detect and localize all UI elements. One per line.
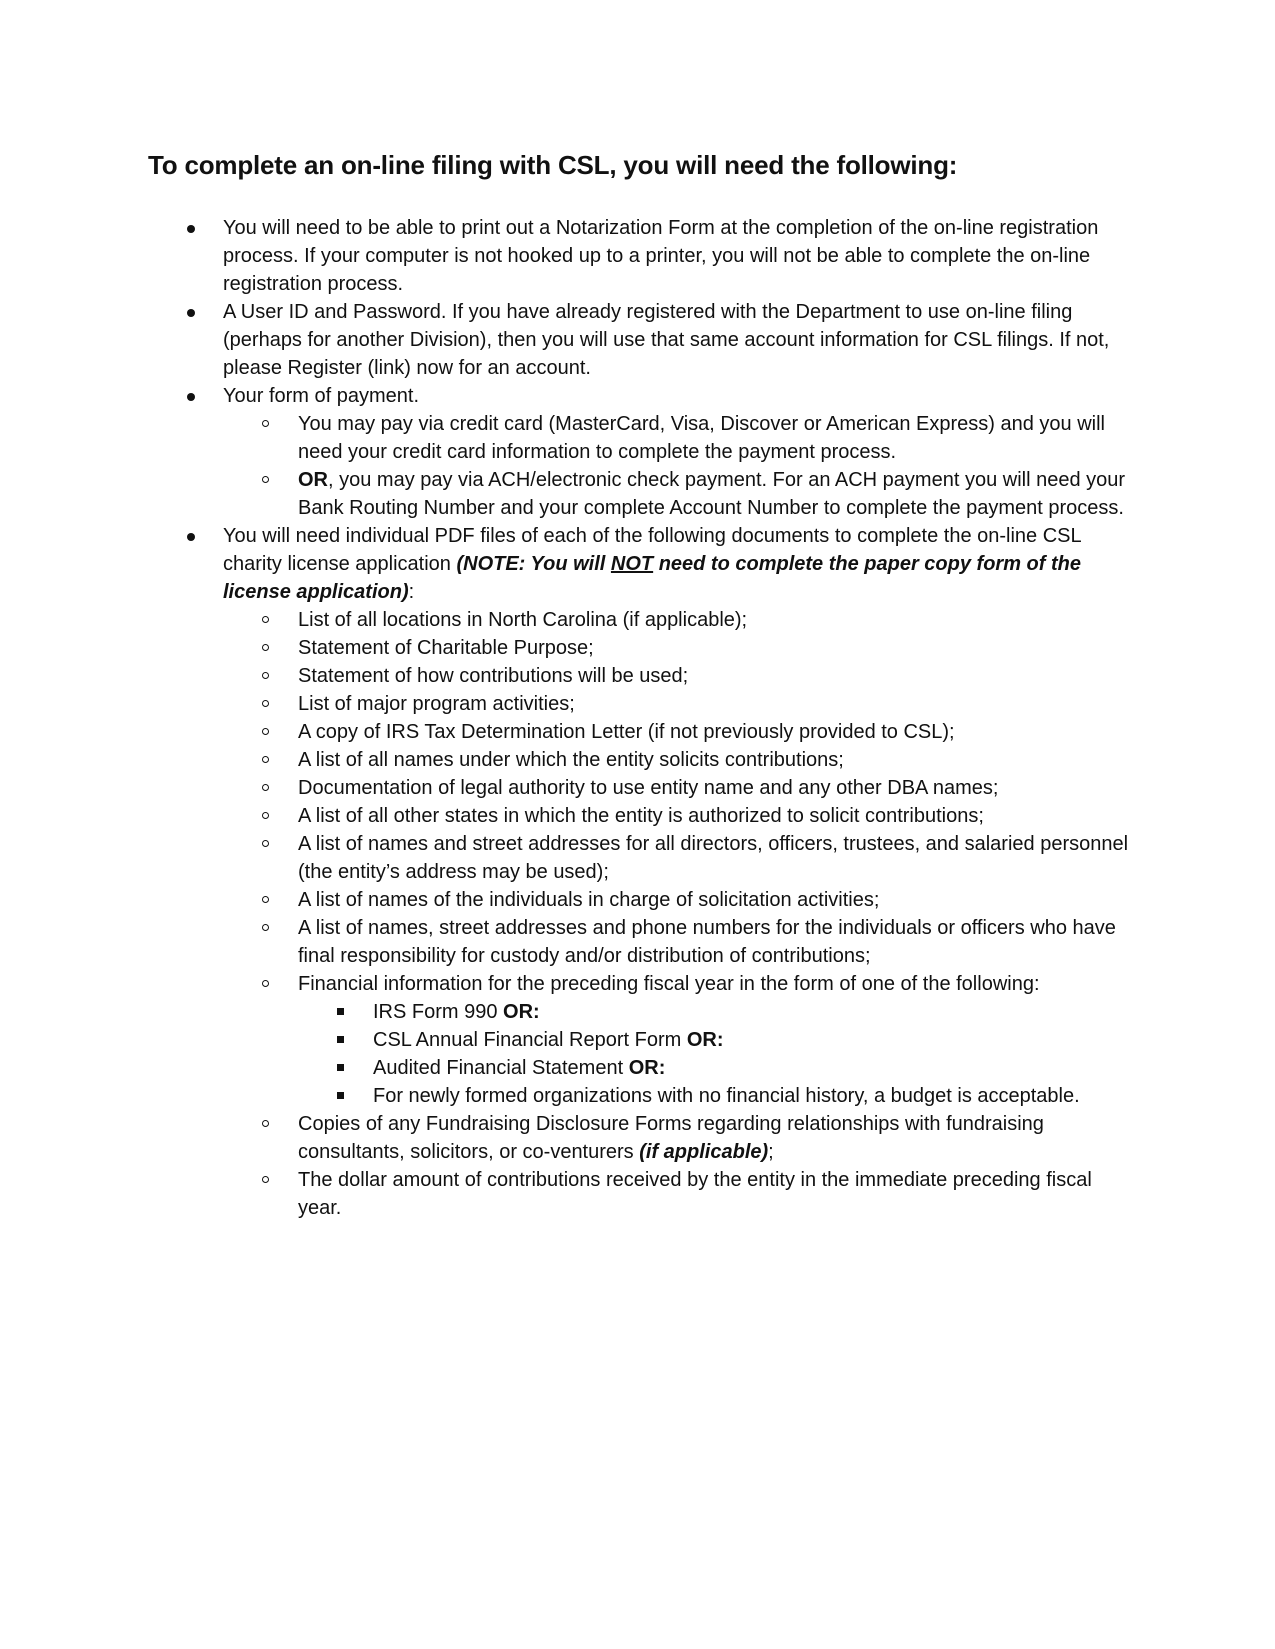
financial-option-text: CSL Annual Financial Report Form — [373, 1029, 687, 1051]
list-item-text: You may pay via credit card (MasterCard, Visa, Discover or American Express) and you will need your credit card information to complete the payment process. — [298, 413, 1105, 463]
financial-option — [298, 1026, 1138, 1054]
colon: : — [408, 581, 415, 603]
financial-option-text: For newly formed organizations with no financial history, a budget is acceptable. — [373, 1085, 1080, 1107]
document-item-dollar — [223, 1166, 1138, 1222]
note-not-emphasis: NOT — [610, 553, 654, 575]
document-item — [223, 718, 1138, 746]
list-item-text: You will need to be able to print out a Notarization Form at the completion of the on-line registration process. If your computer is not hooked up to a printer, you will not be able to complete the on-line registration process. — [223, 217, 1099, 295]
circle-bullet-icon — [262, 1176, 269, 1183]
square-bullet-icon — [337, 1092, 344, 1099]
document-item — [223, 662, 1138, 690]
circle-bullet-icon — [262, 672, 269, 679]
payment-option-ach — [223, 466, 1138, 522]
or-emphasis: OR: — [503, 1001, 540, 1023]
list-item-userid — [148, 298, 1138, 382]
document-item — [223, 886, 1138, 914]
bullet-icon — [187, 393, 195, 401]
financial-option — [298, 1054, 1138, 1082]
document-item-text: List of major program activities; — [298, 693, 575, 715]
circle-bullet-icon — [262, 616, 269, 623]
payment-option-credit — [223, 410, 1138, 466]
circle-bullet-icon — [262, 980, 269, 987]
document-item-text: Statement of Charitable Purpose; — [298, 637, 594, 659]
document-item — [223, 914, 1138, 970]
document-item — [223, 606, 1138, 634]
list-item-printer — [148, 214, 1138, 298]
note-text: need to complete the paper copy form of the license application) — [223, 553, 1081, 603]
financial-option — [298, 998, 1138, 1026]
document-item-financial — [223, 970, 1138, 1110]
circle-bullet-icon — [262, 1120, 269, 1127]
bullet-icon — [187, 309, 195, 317]
square-bullet-icon — [337, 1008, 344, 1015]
circle-bullet-icon — [262, 700, 269, 707]
or-emphasis: OR: — [686, 1029, 724, 1051]
document-item — [223, 690, 1138, 718]
list-item-payment — [148, 382, 1138, 522]
list-item-text: You will need individual PDF files of each of the following documents to complete the on-line CSL charity license application — [223, 525, 1081, 575]
bullet-icon — [187, 533, 195, 541]
circle-bullet-icon — [262, 420, 269, 427]
semicolon: ; — [768, 1141, 774, 1163]
circle-bullet-icon — [262, 476, 269, 483]
circle-bullet-icon — [262, 840, 269, 847]
requirements-list — [148, 214, 1138, 1222]
list-item-text: , you may pay via ACH/electronic check payment. For an ACH payment you will need your Bank Routing Number and your complete Account Number to complete the payment process. — [298, 469, 1126, 519]
circle-bullet-icon — [262, 784, 269, 791]
circle-bullet-icon — [262, 756, 269, 763]
circle-bullet-icon — [262, 644, 269, 651]
list-item-text: A User ID and Password. If you have already registered with the Department to use on-line filing (perhaps for another Division), then you will use that same account information for CSL filings. If not, please Register (link) now for an account. — [223, 301, 1110, 379]
payment-options-list — [223, 410, 1138, 522]
document-item-text: Documentation of legal authority to use entity name and any other DBA names; — [298, 777, 999, 799]
document-body — [148, 148, 1138, 1222]
note-text: (NOTE: You will — [456, 553, 611, 575]
document-item-text: The dollar amount of contributions received by the entity in the immediate preceding fiscal year. — [298, 1169, 1092, 1219]
document-item-text: A list of all names under which the entity solicits contributions; — [298, 749, 844, 771]
document-item — [223, 830, 1138, 886]
document-item-text: Copies of any Fundraising Disclosure Forms regarding relationships with fundraising consultants, solicitors, or co-venturers — [298, 1113, 1044, 1163]
list-item-text: Your form of payment. — [223, 385, 420, 407]
circle-bullet-icon — [262, 896, 269, 903]
document-item-text: List of all locations in North Carolina (if applicable); — [298, 609, 748, 631]
financial-option-text: IRS Form 990 — [373, 1001, 504, 1023]
financial-option — [298, 1082, 1138, 1110]
square-bullet-icon — [337, 1064, 344, 1071]
document-item — [223, 802, 1138, 830]
or-emphasis: OR: — [628, 1057, 666, 1079]
financial-options-list — [298, 998, 1138, 1110]
list-item-pdf-files — [148, 522, 1138, 1222]
document-item-text: A list of names of the individuals in charge of solicitation activities; — [298, 889, 880, 911]
document-item-text: Financial information for the preceding fiscal year in the form of one of the following: — [298, 973, 1040, 995]
page-title: To complete an on-line filing with CSL, you will need the following: — [148, 150, 958, 180]
or-emphasis: OR — [298, 469, 328, 491]
document-item — [223, 774, 1138, 802]
if-applicable-emphasis: (if applicable) — [639, 1141, 769, 1163]
document-item-text: A copy of IRS Tax Determination Letter (if not previously provided to CSL); — [298, 721, 955, 743]
document-item — [223, 746, 1138, 774]
document-item-text: A list of all other states in which the entity is authorized to solicit contributions; — [298, 805, 984, 827]
document-item-disclosure — [223, 1110, 1138, 1166]
document-item-text: A list of names and street addresses for all directors, officers, trustees, and salaried personnel (the entity’s address may be used); — [298, 833, 1129, 883]
document-item — [223, 634, 1138, 662]
circle-bullet-icon — [262, 812, 269, 819]
documents-list — [223, 606, 1138, 1222]
circle-bullet-icon — [262, 728, 269, 735]
document-item-text: Statement of how contributions will be used; — [298, 665, 689, 687]
square-bullet-icon — [337, 1036, 344, 1043]
bullet-icon — [187, 225, 195, 233]
financial-option-text: Audited Financial Statement — [373, 1057, 629, 1079]
circle-bullet-icon — [262, 924, 269, 931]
document-item-text: A list of names, street addresses and phone numbers for the individuals or officers who have final responsibility for custody and/or distribution of contributions; — [298, 917, 1116, 967]
